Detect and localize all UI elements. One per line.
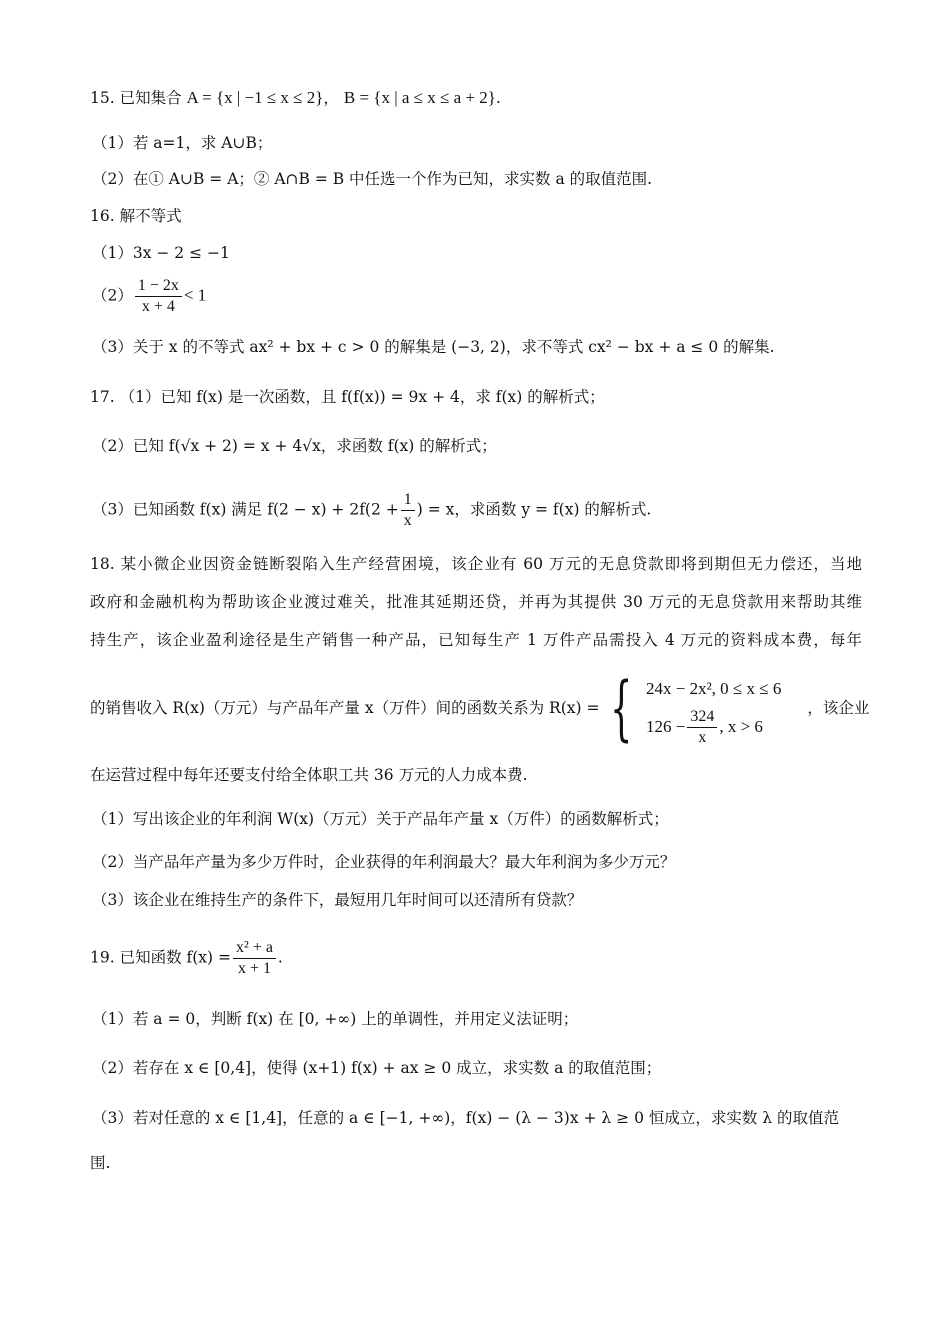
q19-part-3-end: 围. <box>90 1154 111 1172</box>
q18-denominator: x <box>698 728 707 746</box>
q18-line-4 <box>90 668 869 748</box>
q17-denominator: x <box>403 512 412 529</box>
q15-end: . <box>495 89 501 107</box>
q17-part-3-a: （3）已知函数 f(x) 满足 f(2 − x) + 2f(2 + <box>92 500 399 519</box>
q15-part-2: （2）在① A∪B = A；② A∩B = B 中任选一个作为已知，求实数 a 的取值范围. <box>92 170 653 188</box>
q16-relation: < 1 <box>183 285 207 305</box>
q15-head: 15. 已知集合 <box>90 89 182 107</box>
q17-numerator: 1 <box>401 490 415 511</box>
q16-part-2 <box>92 276 206 317</box>
q15-part-1: （1）若 a=1，求 A∪B； <box>92 134 273 152</box>
q16-head: 16. 解不等式 <box>90 207 182 225</box>
q19-denominator: x + 1 <box>237 960 271 977</box>
q15-sep: ， <box>323 89 339 107</box>
q18-fraction <box>687 707 717 748</box>
q19-numerator: x² + a <box>233 938 276 959</box>
q16-numerator: 1 − 2x <box>135 276 182 297</box>
q17-part-1: 17. （1）已知 f(x) 是一次函数，且 f(f(x)) = 9x + 4，求 f(x) 的解析式； <box>90 388 605 406</box>
q15-stem <box>90 86 501 110</box>
q18-case-1: 24x − 2x², 0 ≤ x ≤ 6 <box>646 679 782 698</box>
q19-part-3: （3）若对任意的 x ∈ [1,4]，任意的 a ∈ [−1, +∞)，f(x) − (λ − 3)x + λ ≥ 0 恒成立，求实数 λ 的取值范 <box>92 1109 840 1127</box>
q18-piecewise <box>599 667 782 749</box>
brace-symbol: { <box>610 667 633 749</box>
q18-case-2-a: 126 − <box>646 717 686 736</box>
q16-part-3: （3）关于 x 的不等式 ax² + bx + c > 0 的解集是 (−3, 2)，求不等式 cx² − bx + a ≤ 0 的解集. <box>92 338 775 356</box>
q18-part-2: （2）当产品年产量为多少万件时，企业获得的年利润最大？最大年利润为多少万元？ <box>92 853 676 871</box>
q19-part-1: （1）若 a = 0，判断 f(x) 在 [0, +∞) 上的单调性，并用定义法证明； <box>92 1010 579 1028</box>
q19-fraction <box>233 938 276 979</box>
q18-line-5: 在运营过程中每年还要支付给全体职工共 36 万元的人力成本费. <box>90 766 528 784</box>
q18-part-1: （1）写出该企业的年利润 W(x)（万元）关于产品年产量 x（万件）的函数解析式； <box>92 810 669 828</box>
q16-part-2-label: （2） <box>92 286 133 305</box>
q17-part-3-b: ) = x，求函数 y = f(x) 的解析式. <box>416 500 652 519</box>
q16-part-1: （1）3x − 2 ≤ −1 <box>92 244 230 262</box>
q18-part-3: （3）该企业在维持生产的条件下，最短用几年时间可以还清所有贷款？ <box>92 891 583 909</box>
q18-cases <box>646 670 781 746</box>
q15-set-a: A = {x | −1 ≤ x ≤ 2} <box>186 88 324 107</box>
q18-line-1: 18. 某小微企业因资金链断裂陷入生产经营困境，该企业有 60 万元的无息贷款即将到期但无力偿还，当地 <box>90 555 862 573</box>
q19-end: . <box>277 948 283 967</box>
q19-stem <box>90 938 283 979</box>
q16-denominator: x + 4 <box>141 298 175 315</box>
q19-head: 19. 已知函数 f(x) = <box>90 948 231 967</box>
q18-numerator: 324 <box>687 707 717 728</box>
q17-fraction <box>401 490 415 531</box>
q18-line-3: 持生产，该企业盈利途径是生产销售一种产品，已知每生产 1 万件产品需投入 4 万元的资料成本费，每年 <box>90 631 862 649</box>
q18-line-2: 政府和金融机构为帮助该企业渡过难关，批准其延期还贷，并再为其提供 30 万元的无息贷款用来帮助其维 <box>90 593 862 611</box>
q16-fraction <box>135 276 182 317</box>
q19-part-2: （2）若存在 x ∈ [0,4]，使得 (x+1) f(x) + ax ≥ 0 成立，求实数 a 的取值范围； <box>92 1059 662 1077</box>
q18-line-4-a: 的销售收入 R(x)（万元）与产品年产量 x（万件）间的函数关系为 R(x) = <box>90 699 600 717</box>
q18-case-2-b: , x > 6 <box>719 717 763 736</box>
q18-line-4-b: ，该企业 <box>807 699 870 717</box>
q17-part-3 <box>92 490 651 531</box>
q17-part-2: （2）已知 f(√x + 2) = x + 4√x，求函数 f(x) 的解析式； <box>92 437 497 455</box>
q18-case-2 <box>646 708 781 746</box>
q15-set-b: B = {x | a ≤ x ≤ a + 2} <box>343 88 496 107</box>
